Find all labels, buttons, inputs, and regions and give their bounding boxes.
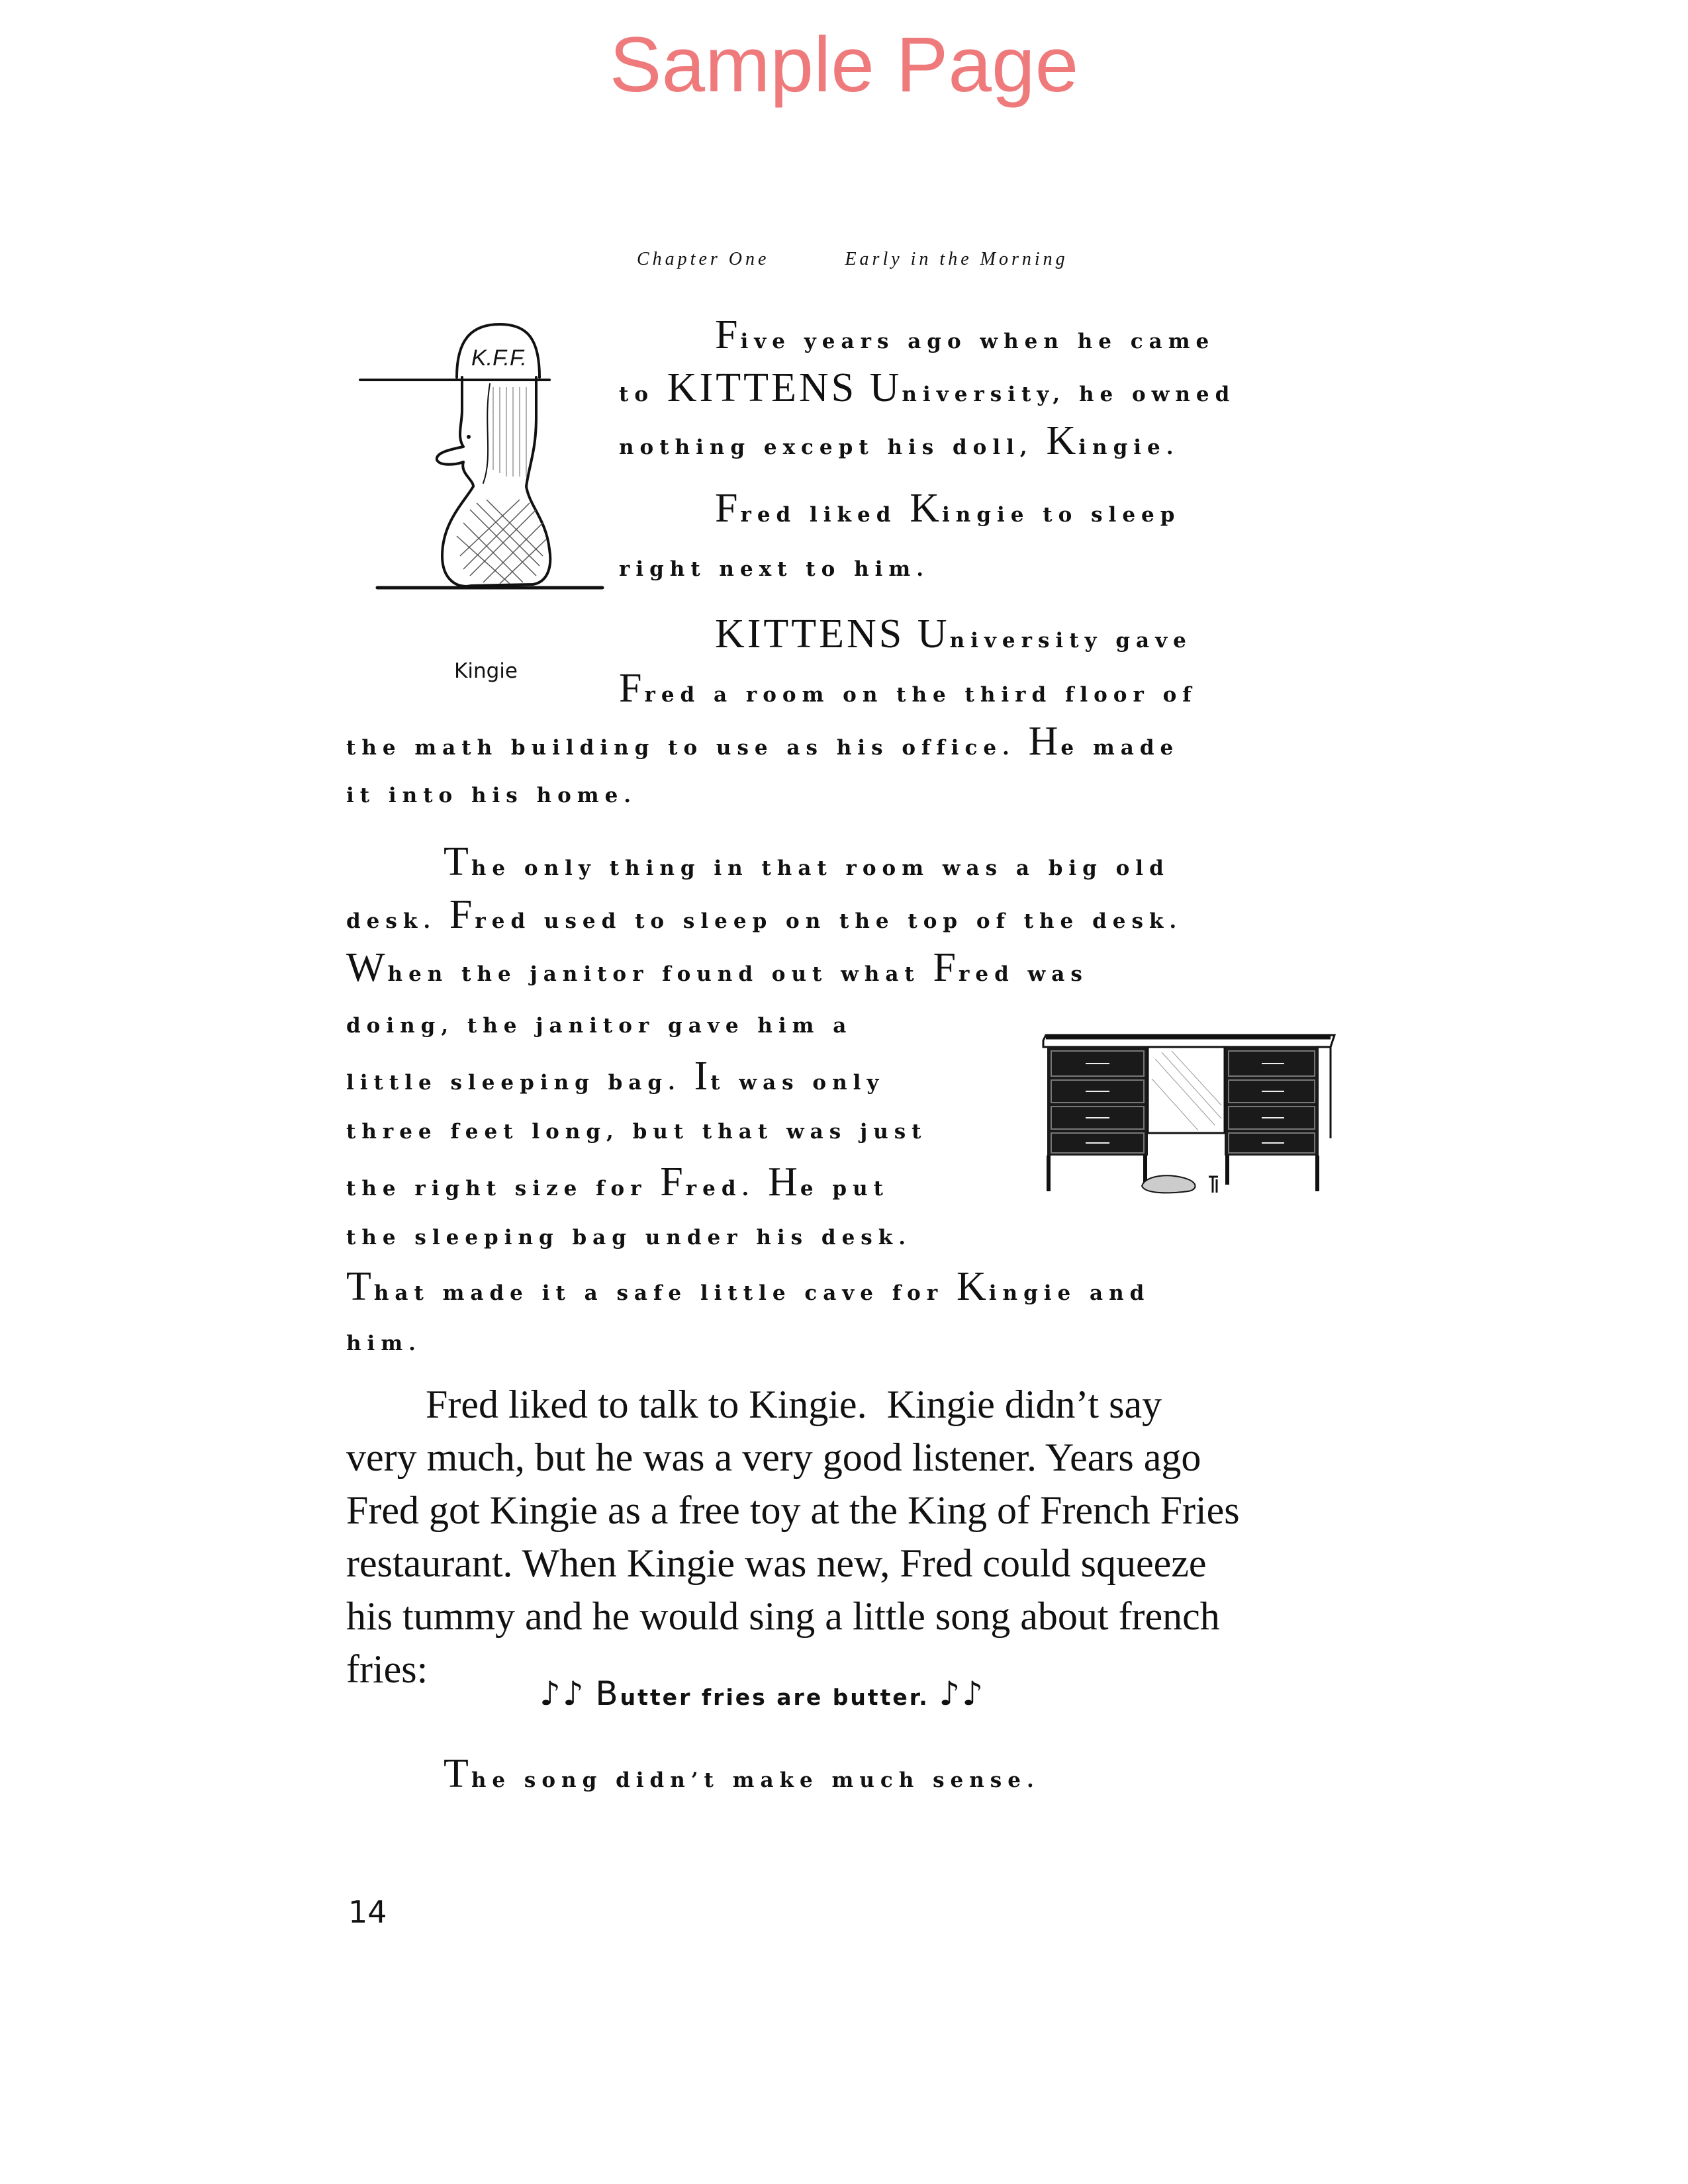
paragraph-line: Fred liked to talk to Kingie. Kingie didn’t say — [346, 1383, 1162, 1426]
text-line: the math building to use as his office. He made — [346, 719, 1180, 764]
chapter-label: Chapter One — [637, 249, 770, 269]
paragraph-line: Fred got Kingie as a free toy at the King of French Fries — [346, 1488, 1240, 1532]
text-line: Fred a room on the third floor of — [619, 666, 1197, 711]
music-notes-icon: ♪♪ — [539, 1674, 586, 1713]
kingie-caption: Kingie — [454, 659, 518, 683]
song-line: ♪♪ Butter fries are butter. ♪♪ — [539, 1674, 986, 1713]
text-line: right next to him. — [619, 557, 929, 581]
body-paragraph — [346, 1378, 1352, 1696]
hat-text: K.F.F. — [471, 345, 527, 371]
kingie-doll-illustration — [357, 311, 609, 629]
paragraph-line: fries: — [346, 1647, 428, 1691]
paragraph-line: very much, but he was a very good listener. Years ago — [346, 1435, 1201, 1479]
text-line: little sleeping bag. It was only — [346, 1054, 885, 1099]
text-line: three feet long, but that was just — [346, 1120, 927, 1144]
text-line: Five years ago when he came — [715, 312, 1215, 357]
text-line: desk. Fred used to sleep on the top of the desk. — [346, 892, 1183, 937]
text-line: When the janitor found out what Fred was — [346, 945, 1088, 990]
text-line: to KITTENS University, he owned — [619, 365, 1236, 410]
text-line: Fred liked Kingie to sleep — [715, 486, 1181, 531]
text-line: That made it a safe little cave for Kingie and — [346, 1264, 1150, 1309]
page-number: 14 — [348, 1894, 387, 1930]
paragraph-line: restaurant. When Kingie was new, Fred could squeeze — [346, 1541, 1207, 1585]
text-line: doing, the janitor gave him a — [346, 1014, 853, 1038]
chapter-title: Early in the Morning — [845, 249, 1068, 269]
desk-illustration — [1039, 1032, 1337, 1205]
text-line: nothing except his doll, Kingie. — [619, 418, 1180, 463]
text-line: KITTENS University gave — [715, 612, 1192, 657]
music-notes-icon: ♪♪ — [939, 1674, 986, 1713]
text-line: it into his home. — [346, 784, 637, 807]
text-line: the sleeping bag under his desk. — [346, 1226, 912, 1250]
chapter-header — [637, 249, 1068, 270]
text-line: The only thing in that room was a big old — [444, 839, 1170, 884]
text-line: him. — [346, 1332, 422, 1355]
sample-page-watermark: Sample Page — [609, 21, 1079, 109]
paragraph-line: his tummy and he would sing a little song about french — [346, 1594, 1220, 1638]
text-line: the right size for Fred. He put — [346, 1160, 889, 1205]
text-line: The song didn’t make much sense. — [444, 1751, 1040, 1796]
